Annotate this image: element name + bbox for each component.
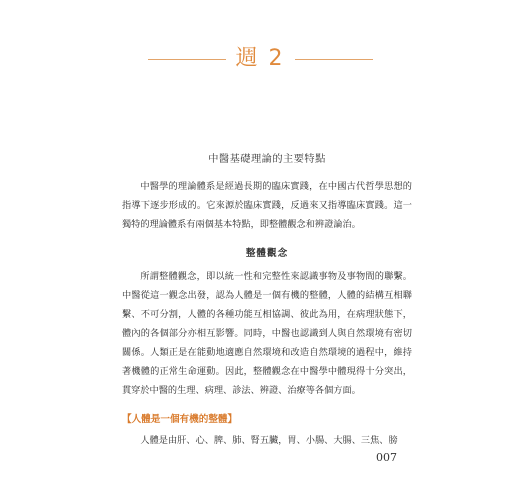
topic-tag: 【人體是一個有機的整體】 (122, 414, 238, 425)
chapter-header (0, 46, 520, 72)
subsection-paragraph: 所謂整體觀念，即以統一性和完整性來認識事物及事物間的聯繫。中醫從這一觀念出發，認為人體是一個有機的整體，人體的結構互相聯繫、不可分割，人體的各種功能互相協調、彼此為用，在病理狀態下，體內的各個部分亦相互影響。同時，中醫也認識到人與自然環境有密切關係。人類正是在能動地適應自然環境和改造自然環境的過程中，維持著機體的正常生命運動。因此，整體觀念在中醫學中體現得十分突出，貫穿於中醫的生理、病理、診法、辨證、治療等各個方面。 (122, 271, 412, 396)
chapter-title: 週 2 (235, 46, 285, 71)
chapter-rule-right (295, 59, 373, 60)
section-title: 中醫基礎理論的主要特點 (208, 154, 326, 165)
subsection-title: 整體觀念 (245, 248, 289, 259)
intro-paragraph: 中醫學的理論體系是經過長期的臨床實踐，在中國古代哲學思想的指導下逐步形成的。它來源於臨床實踐，反過來又指導臨床實踐。這一獨特的理論體系有兩個基本特點，即整體觀念和辨證論治。 (122, 181, 412, 230)
last-paragraph: 人體是由肝、心、脾、肺、腎五臟，胃、小腸、大腸、三焦、膀 (140, 435, 398, 446)
page-number: 007 (376, 451, 397, 464)
page-content (122, 150, 412, 450)
chapter-rule-left (148, 59, 226, 60)
